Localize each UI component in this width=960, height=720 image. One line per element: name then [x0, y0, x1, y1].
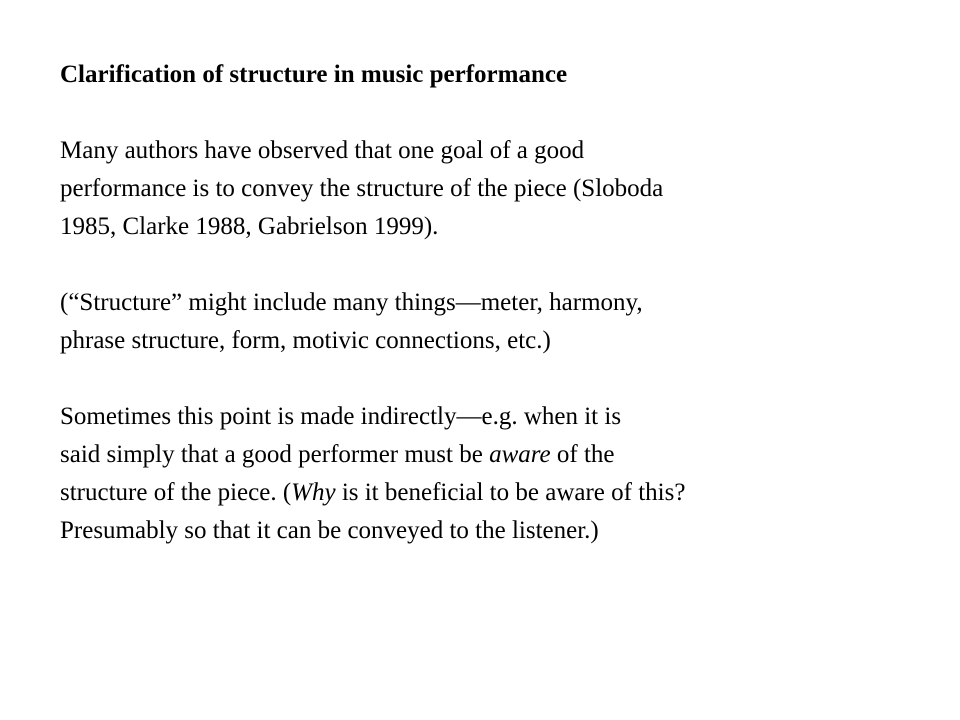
spacer: [60, 360, 920, 398]
text-segment: of the: [550, 441, 615, 468]
paragraph-indirect-point: [60, 398, 920, 550]
slide-title: Clarification of structure in music performance: [60, 61, 568, 88]
paragraph-line: (“Structure” might include many things—meter, harmony,: [60, 289, 643, 316]
paragraph-line: phrase structure, form, motivic connections, etc.): [60, 327, 551, 354]
paragraph-line: Sometimes this point is made indirectly—e.g. when it is: [60, 403, 622, 430]
spacer: [60, 94, 920, 132]
text-segment: is it beneficial to be aware of this?: [335, 479, 686, 506]
text-segment: structure of the piece. (: [60, 479, 292, 506]
slide-content: [60, 56, 920, 550]
paragraph-line: [60, 436, 920, 474]
spacer: [60, 246, 920, 284]
paragraph-line: performance is to convey the structure of the piece (Sloboda: [60, 175, 664, 202]
emphasis-why: Why: [291, 479, 336, 506]
emphasis-aware: aware: [489, 441, 551, 468]
paragraph-line: Many authors have observed that one goal of a good: [60, 137, 585, 164]
paragraph-line: 1985, Clarke 1988, Gabrielson 1999).: [60, 213, 439, 240]
paragraph-line: [60, 474, 920, 512]
paragraph-authors: [60, 132, 920, 246]
text-segment: said simply that a good performer must be: [60, 441, 490, 468]
paragraph-line: Presumably so that it can be conveyed to the listener.): [60, 517, 599, 544]
paragraph-structure-definition: [60, 284, 920, 360]
